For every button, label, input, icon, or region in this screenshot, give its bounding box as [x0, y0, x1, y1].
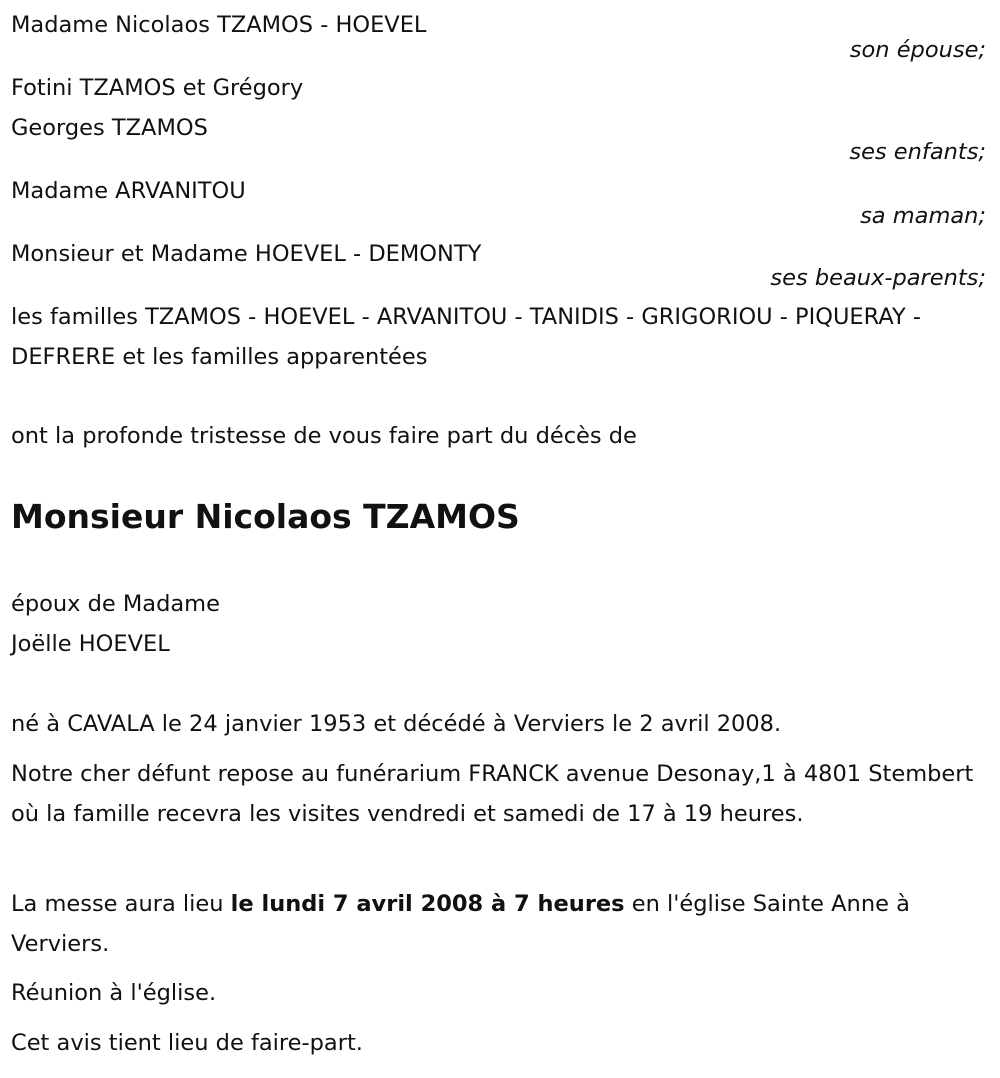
- meeting: Réunion à l'église.: [11, 980, 217, 1006]
- family-name: Fotini TZAMOS et Grégory: [11, 75, 304, 101]
- announcement: ont la profonde tristesse de vous faire part du décès de: [11, 423, 637, 449]
- relation-label: ses beaux-parents;: [770, 265, 986, 291]
- deceased-name: Monsieur Nicolaos TZAMOS: [11, 497, 520, 536]
- birth-death: né à CAVALA le 24 janvier 1953 et décédé à Verviers le 2 avril 2008.: [11, 711, 782, 737]
- notice: Cet avis tient lieu de faire-part.: [11, 1030, 363, 1056]
- relation-label: son épouse;: [849, 37, 986, 63]
- relation-label: sa maman;: [860, 203, 986, 229]
- mass-text: La messe aura lieu: [11, 891, 231, 917]
- mass-info: [11, 885, 991, 964]
- relation-label: ses enfants;: [849, 139, 986, 165]
- families-line: les familles TZAMOS - HOEVEL - ARVANITOU - TANIDIS - GRIGORIOU - PIQUERAY - DEFRERE et les familles apparentées: [11, 304, 922, 370]
- mass-date: le lundi 7 avril 2008 à 7 heures: [230, 891, 625, 917]
- mass-place: en l'église Sainte Anne à Verviers.: [11, 891, 910, 957]
- family-name: Madame ARVANITOU: [11, 178, 246, 204]
- family-name: Madame Nicolaos TZAMOS - HOEVEL: [11, 12, 427, 38]
- family-name: Georges TZAMOS: [11, 115, 208, 141]
- spouse-line: Joëlle HOEVEL: [11, 631, 170, 657]
- family-name: Monsieur et Madame HOEVEL - DEMONTY: [11, 241, 482, 267]
- spouse-line: époux de Madame: [11, 591, 220, 617]
- visitation: Notre cher défunt repose au funérarium FRANCK avenue Desonay,1 à 4801 Stembert où la famille recevra les visites vendredi et samedi de 17 à 19 heures.: [11, 761, 974, 827]
